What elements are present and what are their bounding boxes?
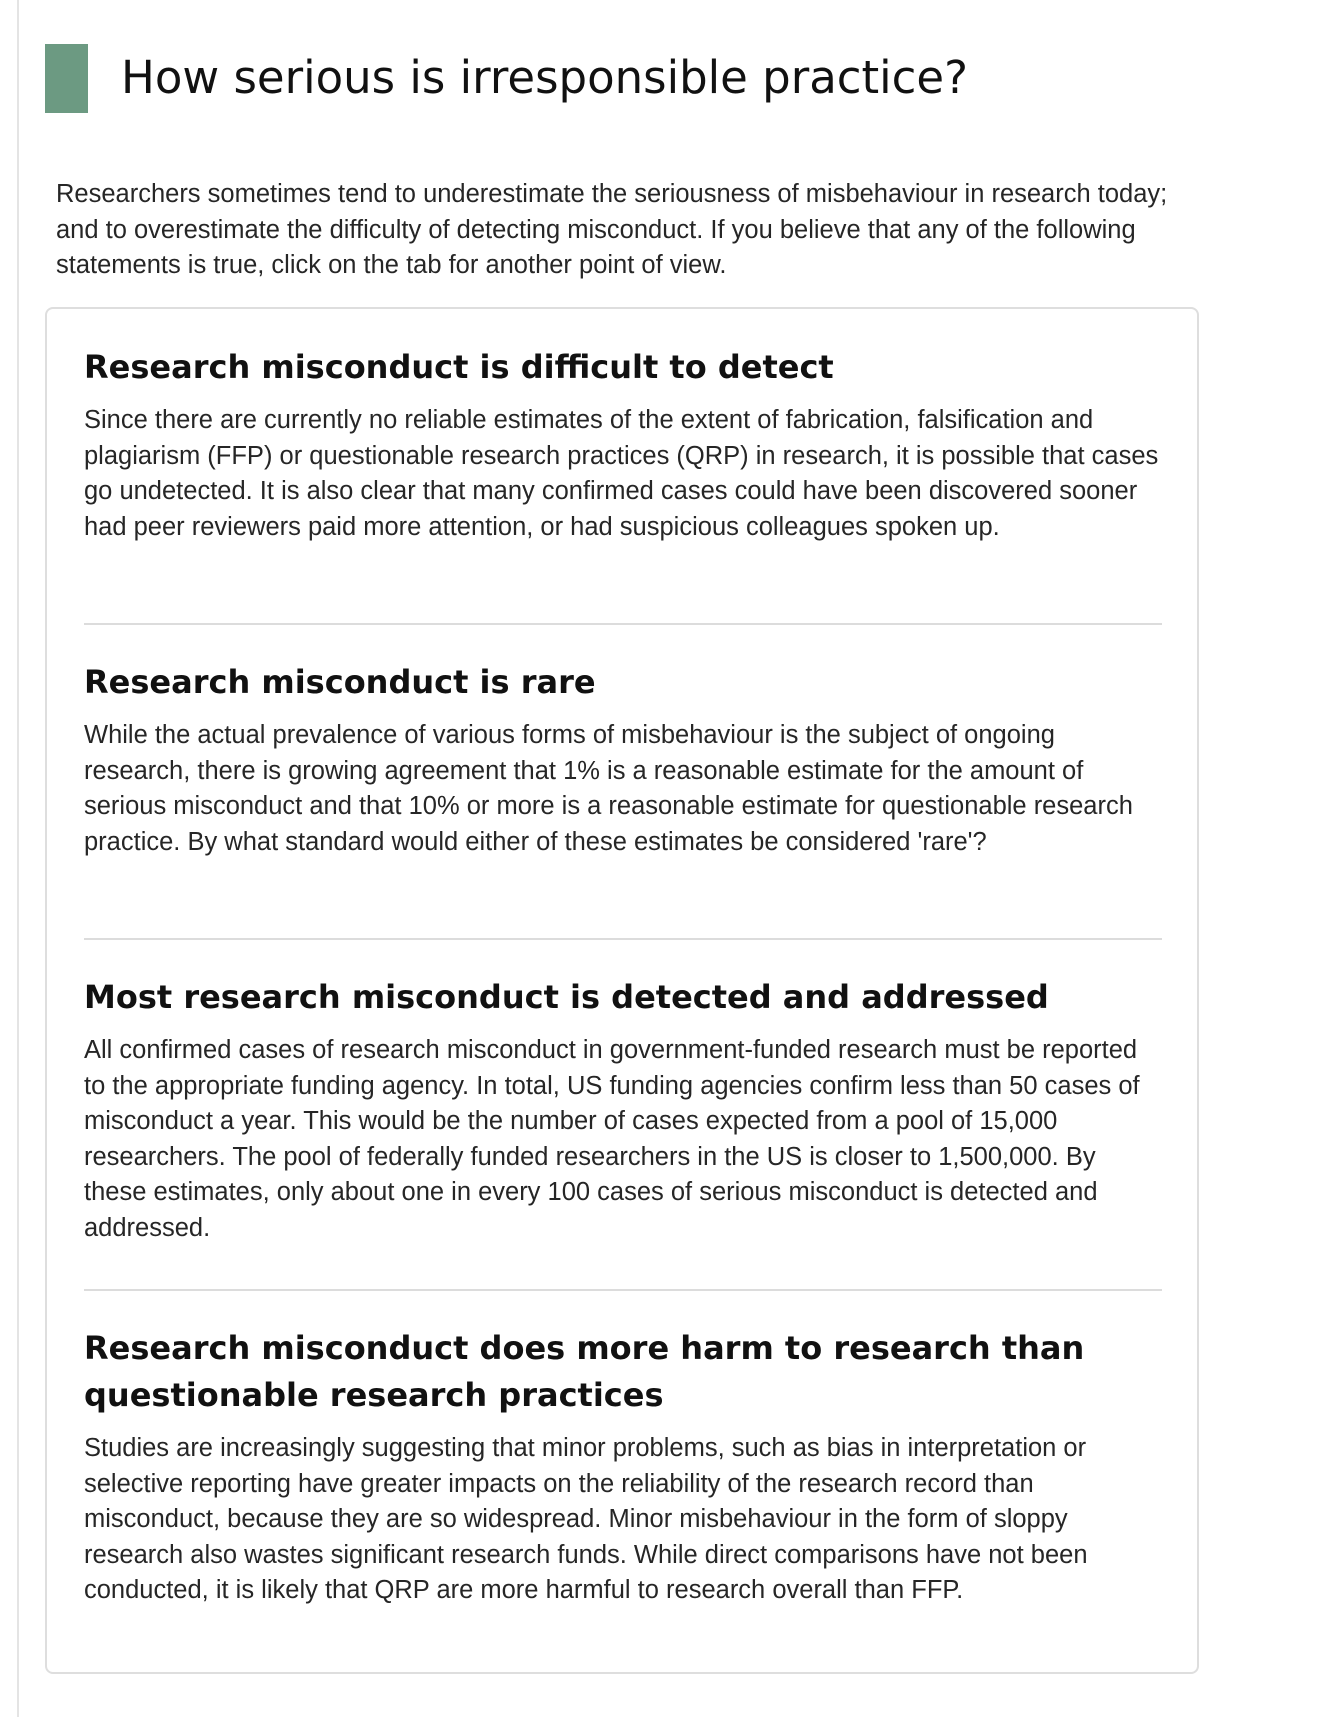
statement-heading[interactable]: Research misconduct is rare <box>84 663 596 701</box>
statement-heading[interactable]: Research misconduct does more harm to research than questionable research practices <box>84 1329 1085 1414</box>
statement-item-difficult-to-detect[interactable] <box>84 344 1164 545</box>
page-left-border <box>17 0 19 1717</box>
statement-body: Since there are currently no reliable estimates of the extent of fabrication, falsification and plagiarism (FFP) or questionable research practices (QRP) in research, it is possible that cases go undetected. It is also clear that many confirmed cases could have been discovered sooner had peer reviewers paid more attention, or had suspicious colleagues spoken up. <box>84 406 1159 541</box>
page-title: How serious is irresponsible practice? <box>121 51 968 104</box>
statement-item-more-harm[interactable] <box>84 1325 1164 1609</box>
statement-body: While the actual prevalence of various forms of misbehaviour is the subject of ongoing research, there is growing agreement that 1% is a reasonable estimate for the amount of serious misconduct and that 10% or more is a reasonable estimate for questionable research practice. By what standard would either of these estimates be considered 'rare'? <box>84 721 1133 856</box>
statement-divider <box>84 623 1162 625</box>
statement-divider <box>84 1289 1162 1291</box>
statement-body: All confirmed cases of research misconduct in government-funded research must be reported to the appropriate funding agency. In total, US funding agencies confirm less than 50 cases of misconduct a year. This would be the number of cases expected from a pool of 15,000 researchers. The pool of federally funded researchers in the US is closer to 1,500,000. By these estimates, only about one in every 100 cases of serious misconduct is detected and addressed. <box>84 1036 1140 1242</box>
statement-heading[interactable]: Most research misconduct is detected and addressed <box>84 978 1049 1016</box>
statement-heading[interactable]: Research misconduct is difficult to detect <box>84 348 834 386</box>
statement-body: Studies are increasingly suggesting that minor problems, such as bias in interpretation or selective reporting have greater impacts on the reliability of the research record than misconduct, because they are so widespread. Minor misbehaviour in the form of sloppy research also wastes significant research funds. While direct comparisons have not been conducted, it is likely that QRP are more harmful to research overall than FFP. <box>84 1434 1088 1605</box>
statement-item-detected-and-addressed[interactable] <box>84 974 1164 1247</box>
statement-item-rare[interactable] <box>84 659 1164 860</box>
statement-divider <box>84 938 1162 940</box>
title-accent-bar <box>45 44 88 113</box>
intro-paragraph: Researchers sometimes tend to underestimate the seriousness of misbehaviour in research today; and to overestimate the difficulty of detecting misconduct. If you believe that any of the following statements is true, click on the tab for another point of view. <box>56 180 1168 279</box>
